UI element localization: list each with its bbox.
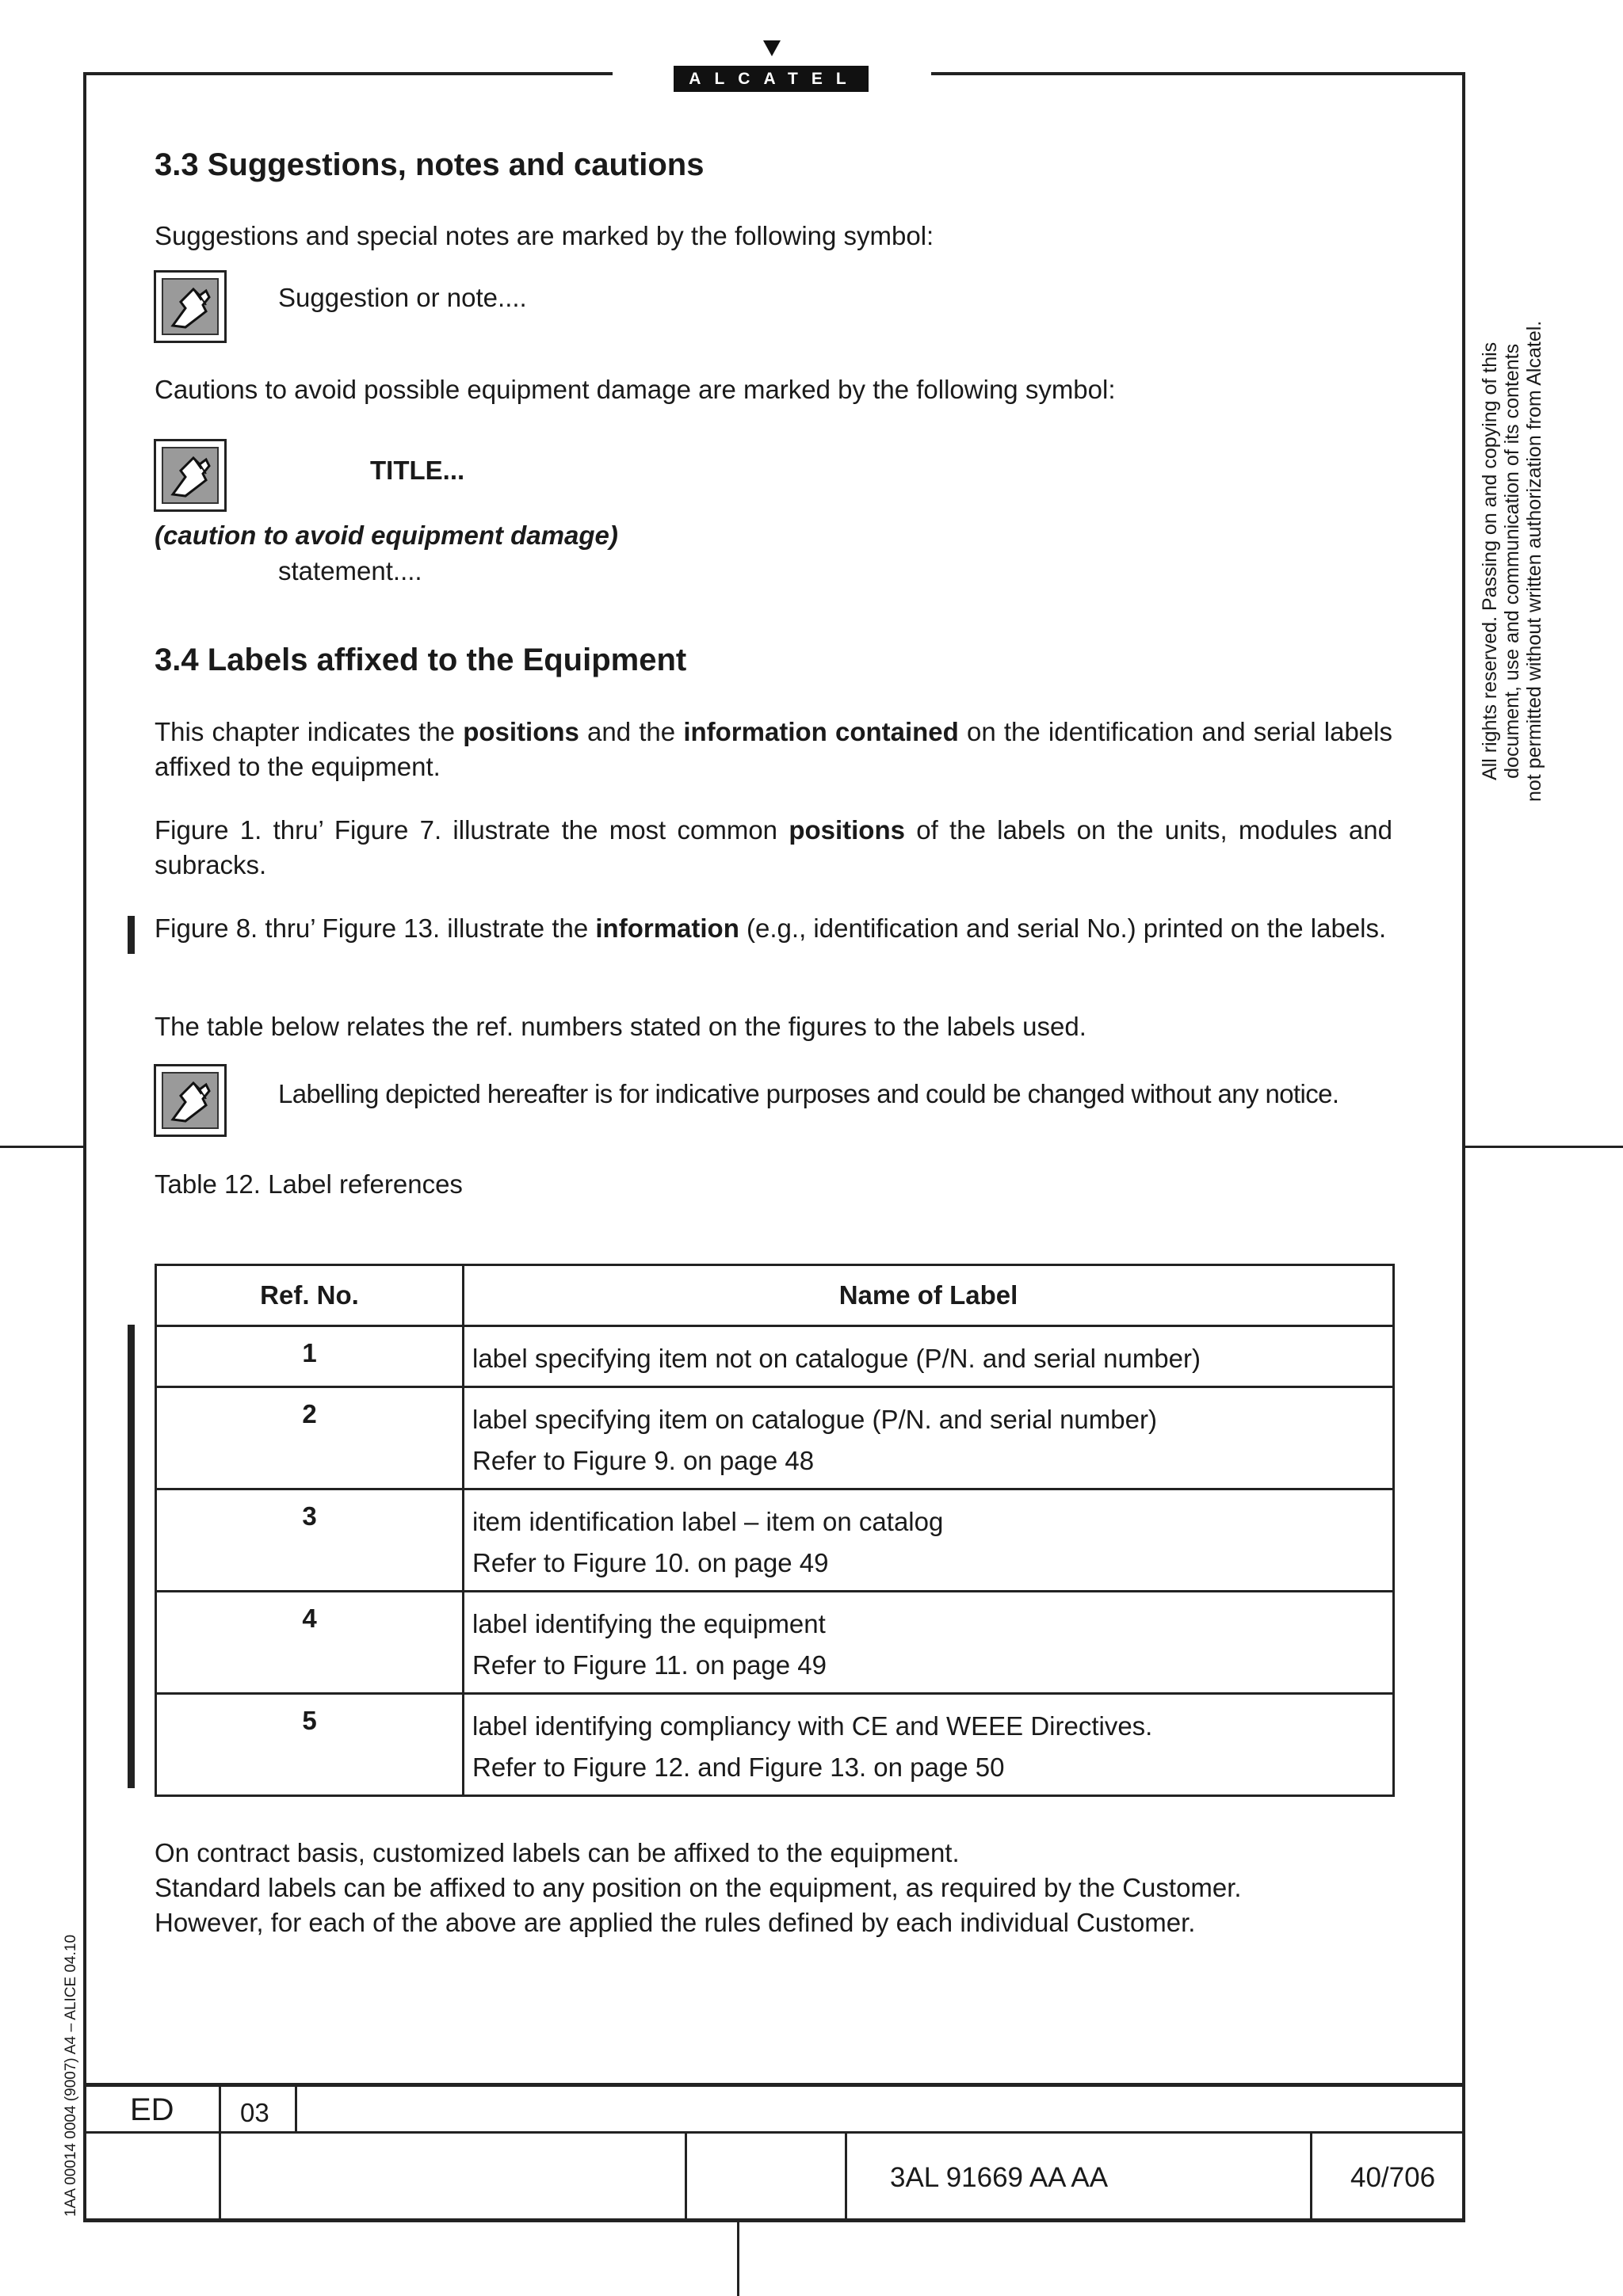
caution-hand-icon: [154, 439, 227, 512]
name-line: Refer to Figure 12. and Figure 13. on page 50: [472, 1753, 1005, 1782]
alcatel-logo: ALCATEL: [674, 66, 869, 92]
table-row: [156, 1694, 1394, 1796]
text-run: Figure 1. thru’ Figure 7. illustrate the most common: [155, 815, 789, 845]
rights-notice-line: document, use and communication of its contents: [1501, 343, 1523, 779]
page-number: 40/706: [1350, 2162, 1436, 2193]
footer-top-rule: [83, 2083, 1465, 2087]
closing-line: Standard labels can be affixed to any position on the equipment, as required by the Customer.: [155, 1873, 1242, 1902]
table-caption: Table 12. Label references: [155, 1169, 463, 1199]
name-line: Refer to Figure 11. on page 49: [472, 1650, 827, 1680]
name-cell: [464, 1694, 1394, 1796]
footer-divider: [219, 2083, 221, 2222]
note-hand-icon: [154, 1064, 227, 1137]
fold-mark-right: [1465, 1146, 1623, 1148]
name-line: label identifying compliancy with CE and WEEE Directives.: [472, 1711, 1153, 1741]
caution-subtitle: (caution to avoid equipment damage): [155, 521, 618, 550]
frame-left: [83, 74, 86, 2222]
ref-cell: 1: [156, 1326, 464, 1387]
frame-right: [1462, 74, 1465, 2222]
text-run: Figure 8. thru’ Figure 13. illustrate the: [155, 913, 596, 943]
document-number: 3AL 91669 AA AA: [890, 2162, 1109, 2193]
labels-paragraph-2: [155, 813, 1392, 883]
ref-cell: 2: [156, 1387, 464, 1489]
footer-bottom-rule: [83, 2218, 1465, 2222]
note-example-text: Suggestion or note....: [278, 283, 527, 312]
table-row: [156, 1387, 1394, 1489]
footer-mid-rule: [83, 2131, 1465, 2134]
frame-top-right: [931, 72, 1465, 75]
section-3-4-title: 3.4 Labels affixed to the Equipment: [155, 643, 687, 677]
section-3-3-title: 3.3 Suggestions, notes and cautions: [155, 147, 705, 182]
footer-divider: [845, 2131, 847, 2222]
name-line: Refer to Figure 9. on page 48: [472, 1446, 815, 1475]
name-line: label specifying item on catalogue (P/N. and serial number): [472, 1405, 1157, 1434]
footer-divider: [295, 2083, 297, 2133]
name-line: Refer to Figure 10. on page 49: [472, 1548, 829, 1577]
closing-line: On contract basis, customized labels can be affixed to the equipment.: [155, 1838, 960, 1867]
name-cell: [464, 1592, 1394, 1694]
footer-stem: [737, 2222, 739, 2296]
text-run: This chapter indicates the: [155, 717, 464, 746]
fold-mark-left: [0, 1146, 83, 1148]
text-run-bold: positions: [789, 815, 905, 845]
table-row: [156, 1592, 1394, 1694]
labels-paragraph-3: [155, 911, 1392, 946]
table-row: [156, 1326, 1394, 1387]
caution-intro: Cautions to avoid possible equipment damage are marked by the following symbol:: [155, 375, 1116, 404]
caution-statement: statement....: [278, 556, 422, 585]
text-run: and the: [579, 717, 684, 746]
rights-notice-line: All rights reserved. Passing on and copying of this: [1479, 341, 1501, 780]
suggestions-intro: Suggestions and special notes are marked by the following symbol:: [155, 221, 934, 250]
note-hand-icon: [154, 270, 227, 343]
caution-title: TITLE...: [370, 456, 465, 485]
text-run-bold: positions: [463, 717, 579, 746]
column-header-ref: Ref. No.: [156, 1265, 464, 1326]
change-bar: [128, 916, 135, 954]
ref-cell: 3: [156, 1489, 464, 1592]
text-run: (e.g., identification and serial No.) printed on the labels.: [739, 913, 1387, 943]
rights-notice-line: not permitted without written authorization from Alcatel.: [1523, 320, 1545, 802]
text-run: on the identification and serial labels affixed to the equipment.: [155, 717, 1392, 781]
name-cell: [464, 1489, 1394, 1592]
table-header-row: [156, 1265, 1394, 1326]
name-line: label specifying item not on catalogue (P/N. and serial number): [472, 1344, 1201, 1373]
footer-divider: [1310, 2131, 1312, 2222]
form-code: 1AA 00014 0004 (9007) A4 – ALICE 04.10: [63, 1934, 79, 2217]
column-header-name: Name of Label: [464, 1265, 1394, 1326]
rights-notice: [1479, 321, 1545, 802]
ed-value: 03: [240, 2098, 269, 2127]
labels-paragraph-1: [155, 715, 1392, 784]
closing-paragraph: [155, 1836, 1242, 1940]
footer-divider: [685, 2131, 687, 2222]
text-run-bold: information: [595, 913, 739, 943]
labels-paragraph-4: The table below relates the ref. numbers stated on the figures to the labels used.: [155, 1012, 1086, 1041]
ed-label: ED: [130, 2092, 174, 2127]
frame-top-left: [83, 72, 613, 75]
name-line: label identifying the equipment: [472, 1609, 826, 1638]
change-bar: [128, 1325, 135, 1788]
table-row: [156, 1489, 1394, 1592]
name-cell: [464, 1387, 1394, 1489]
label-references-table: [155, 1264, 1395, 1797]
ref-cell: 4: [156, 1592, 464, 1694]
text-run: of the labels on the units, modules and subracks.: [155, 815, 1392, 879]
text-run-bold: information contained: [683, 717, 959, 746]
labelling-note: Labelling depicted hereafter is for indicative purposes and could be changed without any notice.: [278, 1079, 1339, 1108]
name-cell: [464, 1326, 1394, 1387]
name-line: item identification label – item on catalog: [472, 1507, 944, 1536]
closing-line: However, for each of the above are applied the rules defined by each individual Customer.: [155, 1908, 1196, 1937]
logo-triangle-icon: [763, 40, 781, 56]
ref-cell: 5: [156, 1694, 464, 1796]
